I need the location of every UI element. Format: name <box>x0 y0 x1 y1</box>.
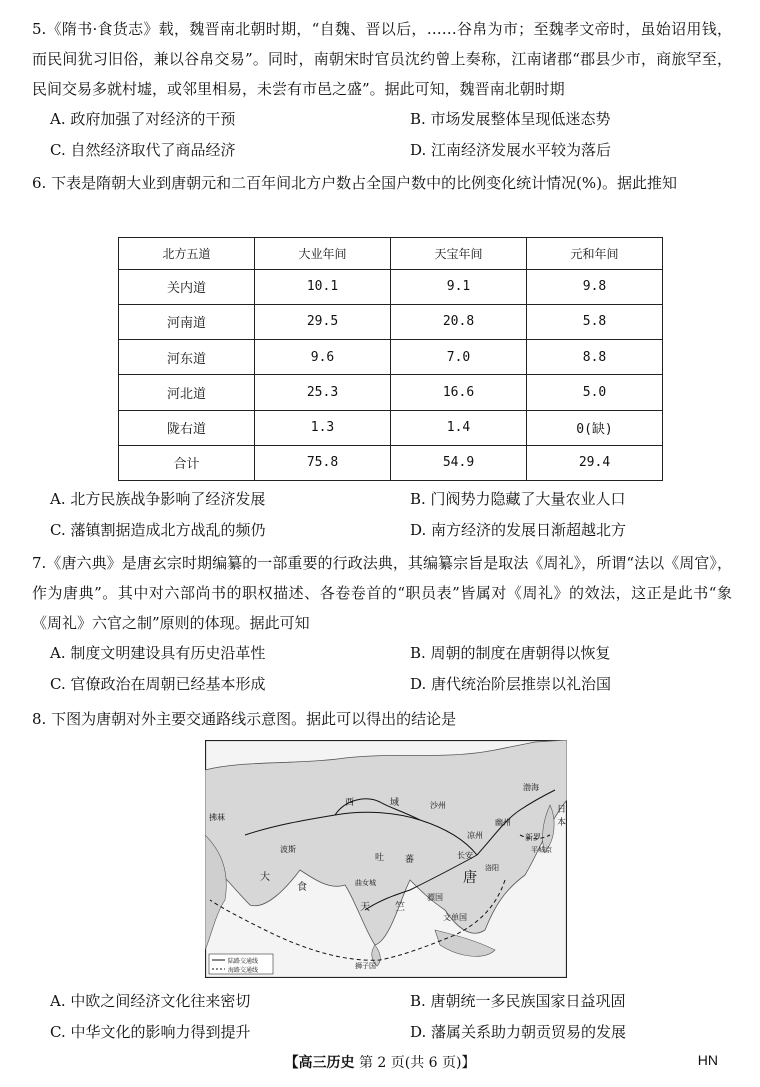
map-label: 拂菻 <box>209 813 225 822</box>
table-cell: 河东道 <box>119 340 255 375</box>
question-6 <box>32 168 732 198</box>
map-label: 长安 <box>457 851 473 860</box>
option-b[interactable]: B. 市场发展整体呈现低迷态势 <box>410 110 611 128</box>
tang-route-map <box>205 740 567 978</box>
table-cell: 陇右道 <box>119 410 255 445</box>
question-6-options-block <box>32 484 732 546</box>
option-b[interactable]: B. 周朝的制度在唐朝得以恢复 <box>410 644 611 662</box>
option-c[interactable]: C. 自然经济取代了商品经济 <box>50 141 236 159</box>
table-cell: 5.0 <box>527 375 663 410</box>
table-header: 大业年间 <box>255 238 391 270</box>
question-5-options <box>32 104 732 166</box>
map-label: 蕃 <box>405 855 415 865</box>
table-header: 北方五道 <box>119 238 255 270</box>
map-label: 波斯 <box>280 845 296 854</box>
option-d[interactable]: D. 藩属关系助力朝贡贸易的发展 <box>410 1023 627 1041</box>
option-c[interactable]: C. 中华文化的影响力得到提升 <box>50 1023 251 1041</box>
table-row <box>119 304 663 339</box>
option-d[interactable]: D. 江南经济发展水平较为落后 <box>410 141 612 159</box>
map-label: 日 <box>557 805 567 815</box>
map-label: 竺 <box>395 902 405 913</box>
table-cell: 河北道 <box>119 375 255 410</box>
option-a[interactable]: A. 制度文明建设具有历史沿革性 <box>50 644 266 662</box>
table-cell: 16.6 <box>391 375 527 410</box>
question-5 <box>32 14 732 166</box>
map-label: 天 <box>360 902 370 913</box>
table-cell: 0(缺) <box>527 410 663 445</box>
table-cell: 29.4 <box>527 445 663 480</box>
option-a[interactable]: A. 北方民族战争影响了经济发展 <box>50 490 266 508</box>
table-cell: 合计 <box>119 445 255 480</box>
table-cell: 9.6 <box>255 340 391 375</box>
option-c[interactable]: C. 藩镇割据造成北方战乱的频仍 <box>50 521 266 539</box>
table-cell: 20.8 <box>391 304 527 339</box>
table-cell: 7.0 <box>391 340 527 375</box>
table-cell: 河南道 <box>119 304 255 339</box>
map-label: 西 <box>345 798 355 808</box>
option-c[interactable]: C. 官僚政治在周朝已经基本形成 <box>50 675 266 693</box>
table-cell: 8.8 <box>527 340 663 375</box>
table-cell: 关内道 <box>119 269 255 304</box>
question-7-options <box>32 638 732 700</box>
map-label: 幽州 <box>495 818 511 827</box>
table-row <box>119 410 663 445</box>
option-b[interactable]: B. 唐朝统一多民族国家日益巩固 <box>410 992 626 1010</box>
legend-land-label: 陆路交通线 <box>228 958 259 965</box>
question-8-stem: 8. 下图为唐朝对外主要交通路线示意图。据此可以得出的结论是 <box>32 710 457 728</box>
table-cell: 10.1 <box>255 269 391 304</box>
map-label: 大 <box>260 872 270 883</box>
question-8-options <box>32 986 732 1048</box>
question-8 <box>32 704 732 734</box>
table-cell: 9.1 <box>391 269 527 304</box>
question-7-stem: 7.《唐六典》是唐玄宗时期编纂的一部重要的行政法典，其编纂宗旨是取法《周礼》，所谓“法以《周官》，作为唐典”。其中对六部尚书的职权描述、各卷卷首的“职员表”皆属对《周礼》的效法，这正是此书“象《周礼》六官之制”原则的体现。据此可知 <box>32 554 732 632</box>
table-cell: 1.4 <box>391 410 527 445</box>
footer-code: HN <box>697 1052 718 1068</box>
table-row <box>119 340 663 375</box>
page-footer <box>0 1052 760 1072</box>
table-header: 元和年间 <box>527 238 663 270</box>
footer-page: 第 2 页(共 6 页)】 <box>358 1055 476 1071</box>
map-label: 唐 <box>463 870 477 886</box>
map-label: 平城京 <box>531 846 552 854</box>
map-label: 域 <box>390 798 400 808</box>
map-label: 文单国 <box>443 913 467 922</box>
map-label: 本 <box>557 818 567 828</box>
table-cell: 5.8 <box>527 304 663 339</box>
table-cell: 75.8 <box>255 445 391 480</box>
table-cell: 29.5 <box>255 304 391 339</box>
map-label: 沙州 <box>430 801 446 810</box>
table-header-row <box>119 238 663 270</box>
question-7 <box>32 548 732 700</box>
map-label: 曲女城 <box>355 879 376 887</box>
option-b[interactable]: B. 门阀势力隐藏了大量农业人口 <box>410 490 626 508</box>
map-label: 狮子国 <box>355 962 376 970</box>
map-label: 洛阳 <box>485 864 499 872</box>
option-a[interactable]: A. 政府加强了对经济的干预 <box>50 110 236 128</box>
option-a[interactable]: A. 中欧之间经济文化往来密切 <box>50 992 251 1010</box>
map-label: 新罗 <box>525 833 541 842</box>
footer-title: 【高三历史 <box>284 1055 355 1071</box>
table-cell: 1.3 <box>255 410 391 445</box>
option-d[interactable]: D. 南方经济的发展日渐超越北方 <box>410 521 627 539</box>
question-8-options-block <box>32 986 732 1048</box>
table-row <box>119 445 663 480</box>
question-6-stem: 6. 下表是隋朝大业到唐朝元和二百年间北方户数占全国户数中的比例变化统计情况(%)。据此推知 <box>32 174 678 192</box>
population-table <box>118 237 663 481</box>
map-label: 渤海 <box>523 783 539 792</box>
map-label: 骠国 <box>427 893 443 902</box>
table-cell: 9.8 <box>527 269 663 304</box>
table-row <box>119 375 663 410</box>
table-cell: 25.3 <box>255 375 391 410</box>
table-header: 天宝年间 <box>391 238 527 270</box>
map-label: 食 <box>297 882 307 893</box>
table-cell: 54.9 <box>391 445 527 480</box>
map-label: 凉州 <box>467 831 483 840</box>
map-label: 吐 <box>375 853 385 863</box>
table-row <box>119 269 663 304</box>
option-d[interactable]: D. 唐代统治阶层推崇以礼治国 <box>410 675 612 693</box>
legend-sea-label: 海路交通线 <box>228 967 259 974</box>
question-5-stem: 5.《隋书·食货志》载，魏晋南北朝时期，“自魏、晋以后，……谷帛为市；至魏孝文帝时，虽始诏用钱，而民间犹习旧俗，兼以谷帛交易”。同时，南朝宋时官员沈约曾上奏称，江南诸郡“郡县少市，商旅罕至，民间交易多就村墟，或邻里相易，未尝有市邑之盛”。据此可知，魏晋南北朝时期 <box>32 20 732 98</box>
question-6-options <box>32 484 732 546</box>
